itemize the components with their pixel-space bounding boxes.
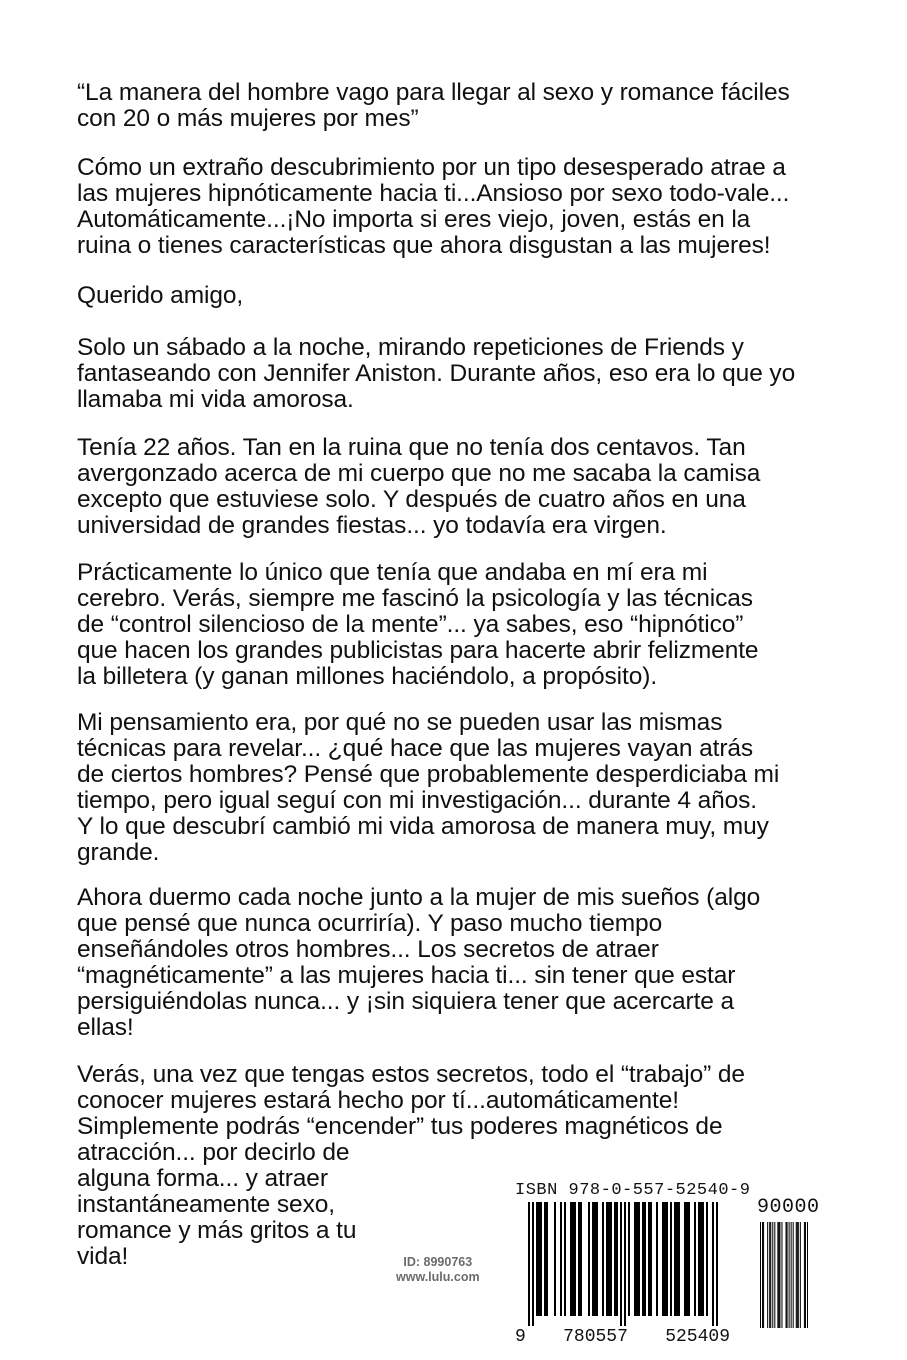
text-line: enseñándoles otros hombres... Los secretos de atraer [77, 936, 659, 963]
barcode-bar [616, 1202, 618, 1316]
ean-right-digits: 525409 [665, 1327, 730, 1347]
text-line: persiguiéndolas nunca... y ¡sin siquiera tener que acercarte a [77, 988, 735, 1015]
text-line: Simplemente podrás “encender” tus poderes magnéticos de [77, 1113, 723, 1140]
salutation [77, 283, 243, 309]
barcode-bar [574, 1202, 576, 1316]
text-line: Cómo un extraño descubrimiento por un tipo desesperado atrae a [77, 154, 786, 181]
barcode-bar [648, 1202, 650, 1316]
barcode-bar [540, 1202, 542, 1316]
text-line: que hacen los grandes publicistas para hacerte abrir felizmente [77, 637, 759, 664]
barcode-bar [614, 1202, 616, 1316]
barcode-bar [538, 1202, 540, 1316]
barcode-bar [624, 1202, 626, 1326]
addon-bar [800, 1222, 801, 1328]
addon-bar [796, 1222, 797, 1328]
addon-bar [760, 1222, 761, 1328]
addon-bar [804, 1222, 805, 1328]
text-line: Verás, una vez que tengas estos secretos, todo el “trabajo” de [77, 1061, 745, 1088]
text-line: avergonzado acerca de mi cuerpo que no me sacaba la camisa [77, 460, 761, 487]
text-line: conocer mujeres estará hecho por tí...automáticamente! [77, 1087, 679, 1114]
addon-bar [763, 1222, 764, 1328]
barcode-bar [554, 1202, 556, 1316]
text-line: Y lo que descubrí cambió mi vida amorosa de manera muy, muy [77, 813, 769, 840]
barcode-bar [570, 1202, 572, 1316]
body-paragraph [77, 335, 795, 413]
lulu-website: www.lulu.com [396, 1270, 480, 1284]
text-line: Tenía 22 años. Tan en la ruina que no tenía dos centavos. Tan [77, 434, 746, 461]
barcode-bar [532, 1202, 534, 1326]
addon-bar [778, 1222, 779, 1328]
barcode-bar [702, 1202, 704, 1316]
text-line: Querido amigo, [77, 282, 244, 309]
text-line: “magnéticamente” a las mujeres hacia ti... sin tener que estar [77, 962, 736, 989]
barcode-bar [644, 1202, 646, 1316]
addon-barcode [760, 1222, 808, 1328]
barcode-bar [546, 1202, 548, 1316]
barcode-bar [578, 1202, 580, 1316]
barcode-bar [594, 1202, 596, 1316]
text-line: fantaseando con Jennifer Aniston. Durante años, eso era lo que yo [77, 360, 796, 387]
addon-bar [767, 1222, 768, 1328]
lulu-imprint [396, 1255, 480, 1285]
text-line: Ahora duermo cada noche junto a la mujer de mis sueños (algo [77, 884, 761, 911]
text-line: ellas! [77, 1014, 134, 1041]
addon-bar [791, 1222, 792, 1328]
addon-bar [777, 1222, 778, 1328]
tagline-quote [77, 80, 790, 132]
text-line: de “control silencioso de la mente”... ya sabes, eso “hipnótico” [77, 611, 744, 638]
lulu-id: ID: 8990763 [403, 1255, 473, 1269]
barcode-bar [606, 1202, 608, 1316]
body-paragraph [77, 560, 758, 690]
barcode-bar [564, 1202, 566, 1316]
addon-bar [774, 1222, 775, 1328]
text-line: la billetera (y ganan millones haciéndolo, a propósito). [77, 663, 658, 690]
text-line: las mujeres hipnóticamente hacia ti...Ansioso por sexo todo-vale... [77, 180, 790, 207]
barcode-bar [636, 1202, 638, 1316]
barcode-bar [694, 1202, 696, 1316]
text-line: romance y más gritos a tu [77, 1217, 357, 1244]
addon-bar [805, 1222, 806, 1328]
addon-bar [793, 1222, 794, 1328]
text-line: universidad de grandes fiestas... yo todavía era virgen. [77, 512, 667, 539]
barcode-bar [544, 1202, 546, 1316]
barcode-bar [656, 1202, 658, 1316]
text-line: “La manera del hombre vago para llegar al sexo y romance fáciles [77, 79, 790, 106]
text-line: grande. [77, 839, 160, 866]
body-paragraph [77, 710, 779, 866]
addon-bar [779, 1222, 780, 1328]
barcode-bar [650, 1202, 652, 1316]
barcode-bar [698, 1202, 700, 1316]
barcode-bar [678, 1202, 680, 1316]
barcode-bar [684, 1202, 686, 1316]
barcode-bar [638, 1202, 640, 1316]
text-line: de ciertos hombres? Pensé que probablemente desperdiciaba mi [77, 761, 780, 788]
barcode-bar [706, 1202, 708, 1316]
addon-bar [770, 1222, 771, 1328]
barcode-bar [664, 1202, 666, 1316]
ean-lead-digit: 9 [515, 1327, 526, 1347]
barcode-bar [602, 1202, 604, 1316]
text-line: alguna forma... y atraer [77, 1165, 328, 1192]
barcode-bar [666, 1202, 668, 1316]
addon-bar [789, 1222, 790, 1328]
addon-bar [798, 1222, 799, 1328]
barcode-bar [610, 1202, 612, 1316]
barcode-bar [642, 1202, 644, 1316]
addon-bar [807, 1222, 808, 1328]
barcode-bar [580, 1202, 582, 1316]
addon-bar [772, 1222, 773, 1328]
text-line: tiempo, pero igual seguí con mi investigación... durante 4 años. [77, 787, 758, 814]
text-line: atracción... por decirlo de [77, 1139, 350, 1166]
text-line: Automáticamente...¡No importa si eres viejo, joven, estás en la [77, 206, 751, 233]
barcode-bar [670, 1202, 672, 1316]
ean-digits [515, 1327, 730, 1347]
barcode-bar [688, 1202, 690, 1316]
text-line: cerebro. Verás, siempre me fascinó la psicología y las técnicas [77, 585, 753, 612]
barcode-bar [716, 1202, 718, 1326]
text-line: Prácticamente lo único que tenía que andaba en mí era mi [77, 559, 708, 586]
barcode-bar [572, 1202, 574, 1316]
barcode-bar [588, 1202, 590, 1316]
barcode-bar [662, 1202, 664, 1316]
text-line: llamaba mi vida amorosa. [77, 386, 354, 413]
text-line: Mi pensamiento era, por qué no se pueden usar las mismas [77, 709, 723, 736]
text-line: instantáneamente sexo, [77, 1191, 335, 1218]
barcode-bar [592, 1202, 594, 1316]
barcode-bar [608, 1202, 610, 1316]
text-line: excepto que estuviese solo. Y después de cuatro años en una [77, 486, 746, 513]
ean13-barcode [528, 1202, 724, 1326]
barcode-bar [676, 1202, 678, 1316]
text-line: Solo un sábado a la noche, mirando repeticiones de Friends y [77, 334, 744, 361]
addon-bar [781, 1222, 782, 1328]
barcode-bar [596, 1202, 598, 1316]
text-line: ruina o tienes características que ahora disgustan a las mujeres! [77, 232, 771, 259]
barcode-bar [560, 1202, 562, 1316]
addon-price-label: 90000 [757, 1196, 820, 1219]
body-paragraph [77, 435, 760, 539]
addon-bar [786, 1222, 787, 1328]
barcode-bar [628, 1202, 630, 1316]
barcode-bar [620, 1202, 622, 1326]
ean-left-digits: 780557 [563, 1327, 628, 1347]
text-line: vida! [77, 1243, 129, 1270]
barcode-bar [686, 1202, 688, 1316]
subheadline-paragraph [77, 155, 789, 259]
barcode-bar [712, 1202, 714, 1326]
text-line: que pensé que nunca ocurriría). Y paso mucho tiempo [77, 910, 663, 937]
barcode-bar [700, 1202, 702, 1316]
addon-bar [797, 1222, 798, 1328]
text-line: técnicas para revelar... ¿qué hace que las mujeres vayan atrás [77, 735, 754, 762]
text-line: con 20 o más mujeres por mes” [77, 105, 419, 132]
addon-bar [762, 1222, 763, 1328]
barcode-bar [528, 1202, 530, 1326]
addon-bar [787, 1222, 788, 1328]
body-paragraph [77, 885, 760, 1041]
barcode-bar [634, 1202, 636, 1316]
barcode-bar [536, 1202, 538, 1316]
isbn-label: ISBN 978-0-557-52540-9 [515, 1181, 751, 1200]
addon-bar [769, 1222, 770, 1328]
barcode-bar [674, 1202, 676, 1316]
